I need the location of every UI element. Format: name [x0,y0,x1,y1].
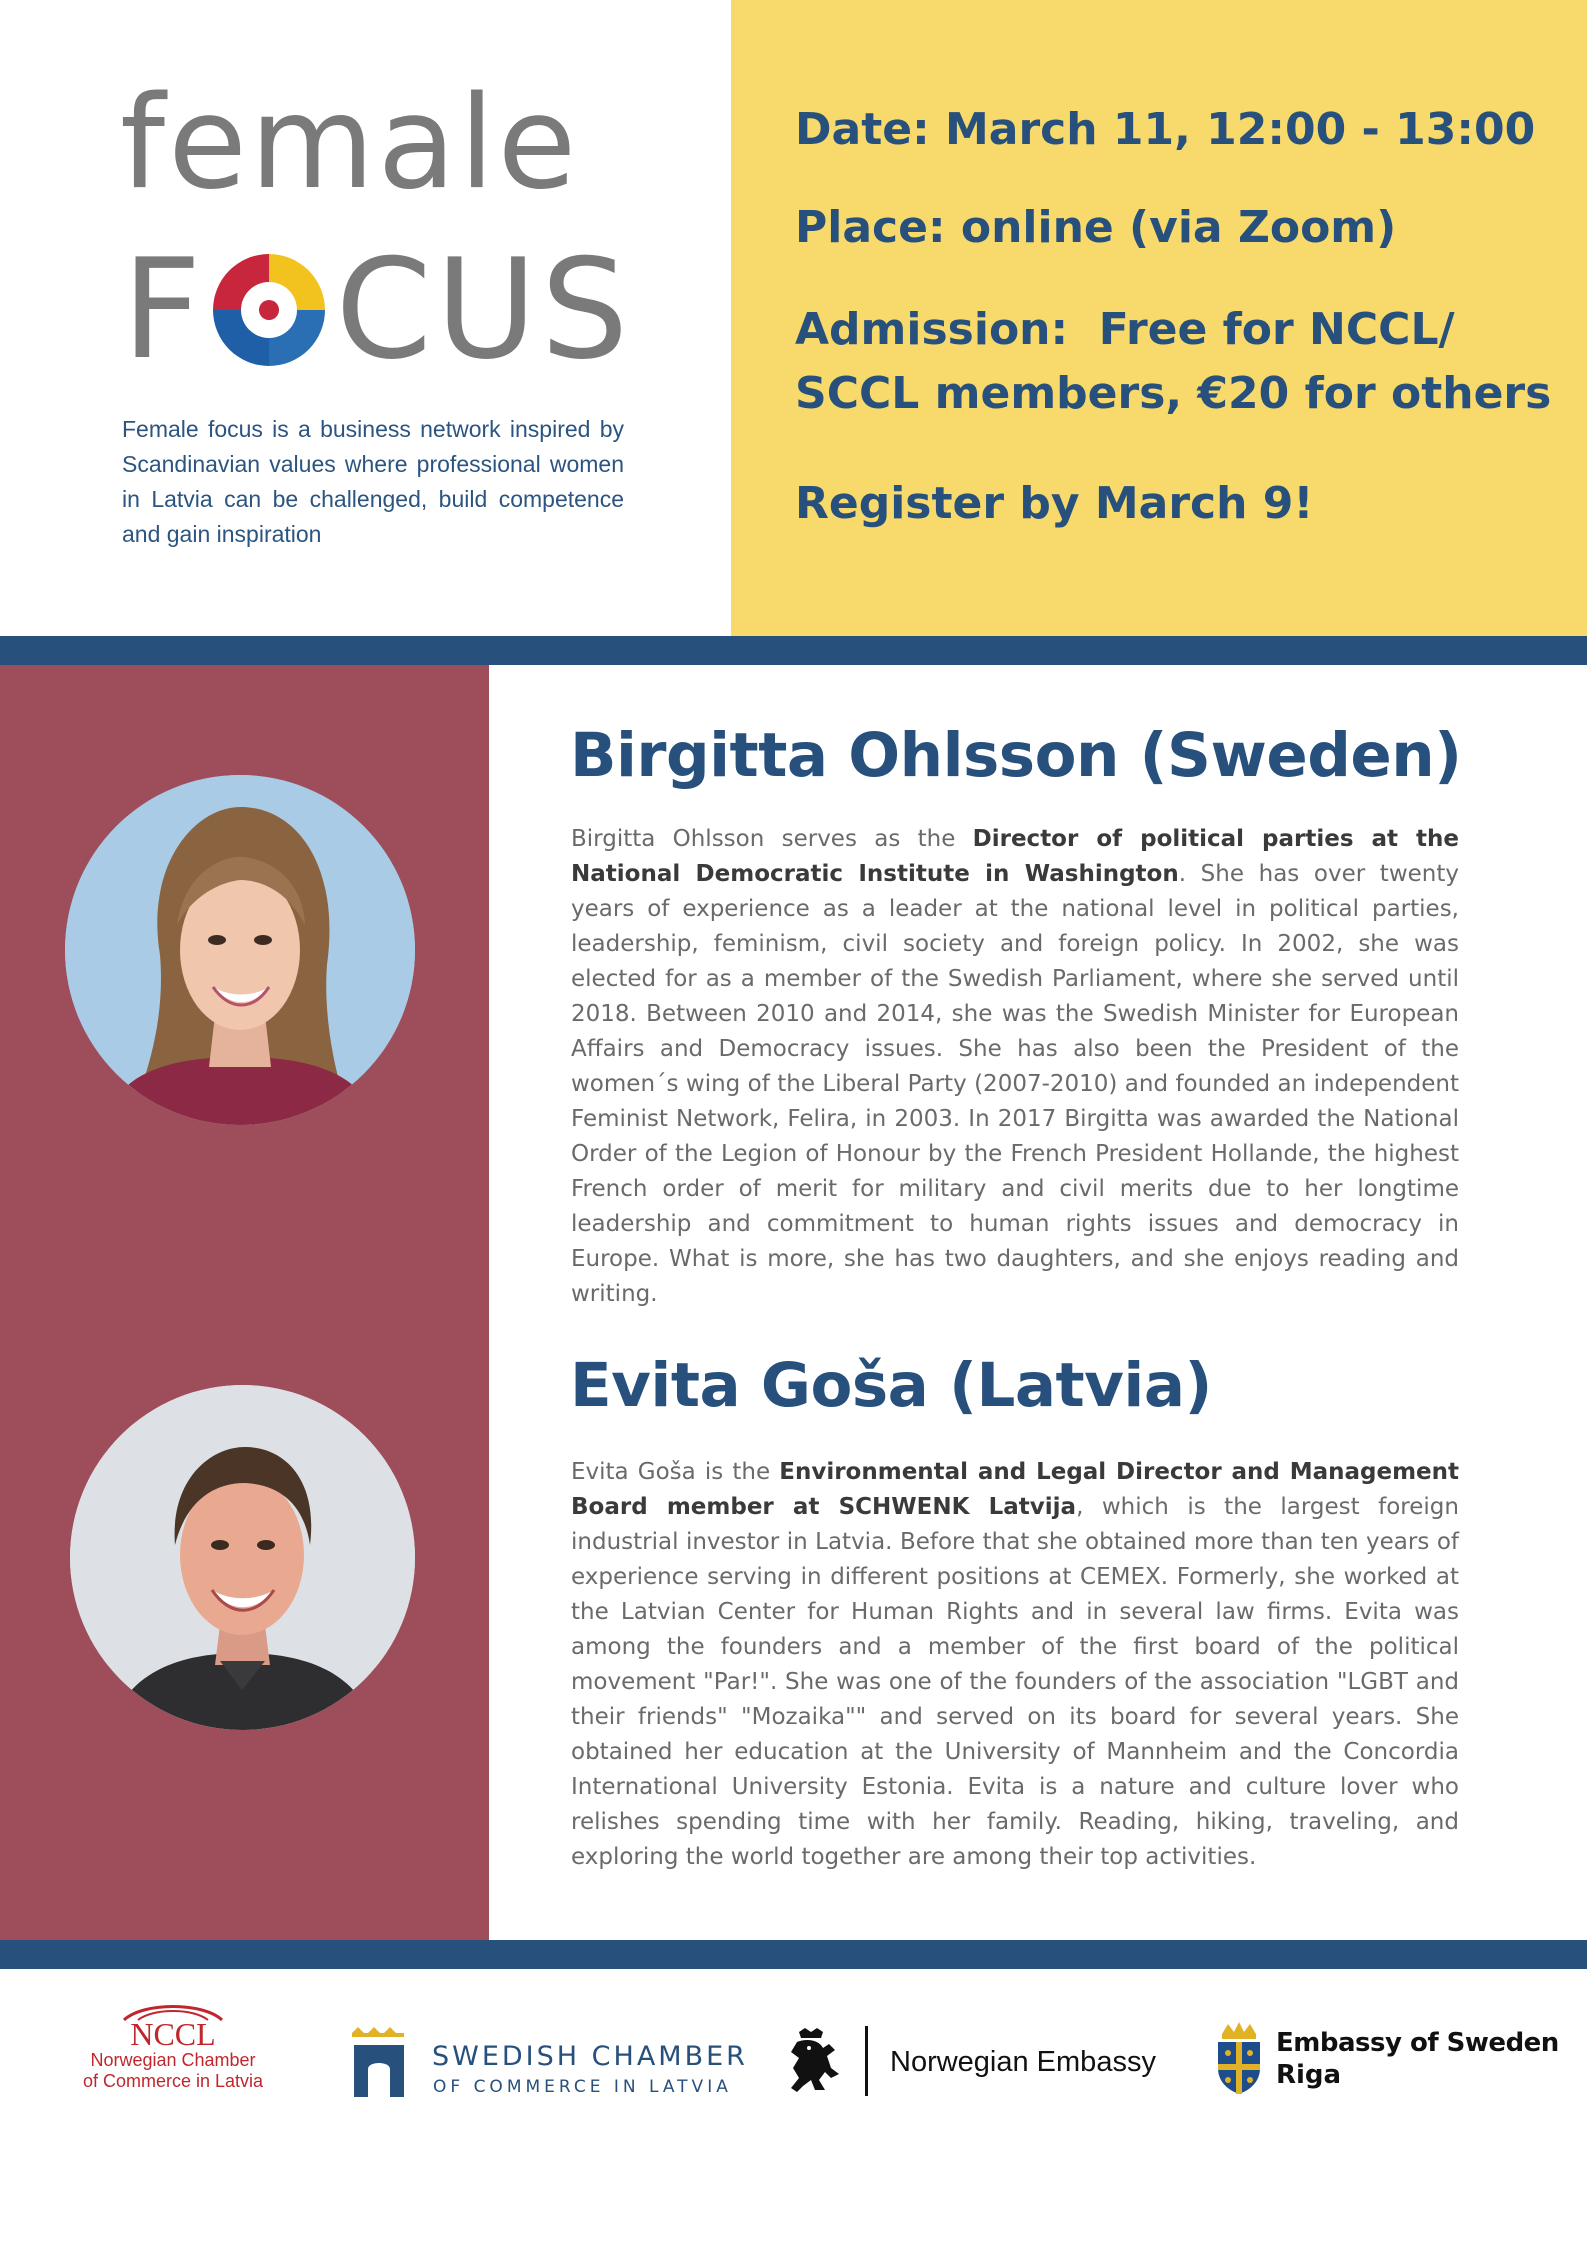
bio-lead: Birgitta Ohlsson serves as the [571,826,973,852]
logo-word-female: female [120,69,580,218]
logo-letters-cus: CUS [335,229,633,390]
swedish-chamber-crown-arch-icon [350,2025,410,2103]
logo-letter-f: F [122,229,206,390]
swedish-crest-icon [1214,2020,1264,2096]
nccl-logo [68,2000,278,2120]
event-date: Date: March 11, 12:00 - 13:00 [795,104,1536,155]
speaker-bio-evita [571,1455,1459,1875]
embassy-of-sweden-logo [1214,2020,1559,2100]
speaker-photo-birgitta [65,775,415,1125]
speaker-bio-birgitta [571,822,1459,1312]
event-place: Place: online (via Zoom) [795,202,1397,253]
bio-lead: Evita Goša is the [571,1459,780,1485]
norwegian-lion-icon [785,2028,841,2094]
norwegian-embassy-label: Norwegian Embassy [890,2046,1156,2078]
norway-separator [865,2026,868,2096]
bio-rest: , which is the largest foreign industrial investor in Latvia. Before that she obtained more than ten years of experience serving in different positions at CEMEX. Formerly, she worked at the Latvian Center for Human Rights and in several law firms. Evita was among the founders and a member of the first board of the political movement "Par!". She was one of the founders of the association "LGBT and their friends" "Mozaika"" and served on its board for several years. She obtained her education at the University of Mannheim and the Concordia International University Estonia. Evita is a nature and culture lover who relishes spending time with her family. Reading, hiking, traveling, and exploring the world together are among their top activities. [571,1494,1459,1870]
nccl-name-line1: Norwegian Chamber [90,2050,256,2070]
bio-rest: . She has over twenty years of experience as a leader at the national level in political parties, leadership, feminism, civil society and foreign policy. In 2002, she was elected for as a member of the Swedish Parliament, where she served until 2018. Between 2010 and 2014, she was the Swedish Minister for European Affairs and Democracy issues. She has also been the President of the women´s wing of the Liberal Party (2007-2010) and founded an independent Feminist Network, Felira, in 2003. In 2017 Birgitta was awarded the National Order of the Legion of Honour by the French President Hollande, the highest French order of merit for military and civil merits due to her longtime leadership and commitment to human rights issues and democracy in Europe. What is more, she has two daughters, and she enjoys reading and writing. [571,861,1459,1307]
event-register-deadline: Register by March 9! [795,478,1314,529]
logo-target-icon [209,250,329,370]
speaker-name-evita: Evita Goša (Latvia) [570,1350,1212,1421]
event-admission [795,298,1555,426]
embassy-of-sweden-line2: Riga [1276,2060,1342,2090]
embassy-of-sweden-line1: Embassy of Sweden [1276,2028,1559,2058]
swedish-chamber-line1: SWEDISH CHAMBER [432,2041,748,2072]
nccl-abbr: NCCL [130,2016,216,2052]
logo-word-focus [122,229,633,390]
event-details-box [731,0,1587,636]
nccl-name-line2: of Commerce in Latvia [82,2071,264,2091]
female-focus-logo [120,69,633,390]
speaker-name-birgitta: Birgitta Ohlsson (Sweden) [570,720,1462,791]
divider-bar-bottom [0,1940,1587,1969]
norwegian-embassy-logo [785,2022,1165,2102]
header-section [0,0,1587,636]
swedish-chamber-logo [350,2025,748,2105]
event-admission-line1: Admission: Free for NCCL/ [795,304,1455,355]
swedish-chamber-line2: OF COMMERCE IN LATVIA [433,2077,732,2097]
event-admission-line2: SCCL members, €20 for others [795,368,1552,419]
intro-text: Female focus is a business network inspired by Scandinavian values where professional women in Latvia can be challenged, build competence and gain inspiration [122,416,624,547]
bio-role: Director of political parties at the National Democratic Institute in Washington [571,826,1459,887]
divider-bar-top [0,636,1587,665]
bio-role: Environmental and Legal Director and Management Board member at SCHWENK Latvija [571,1459,1460,1520]
speaker-photo-evita [70,1385,415,1730]
